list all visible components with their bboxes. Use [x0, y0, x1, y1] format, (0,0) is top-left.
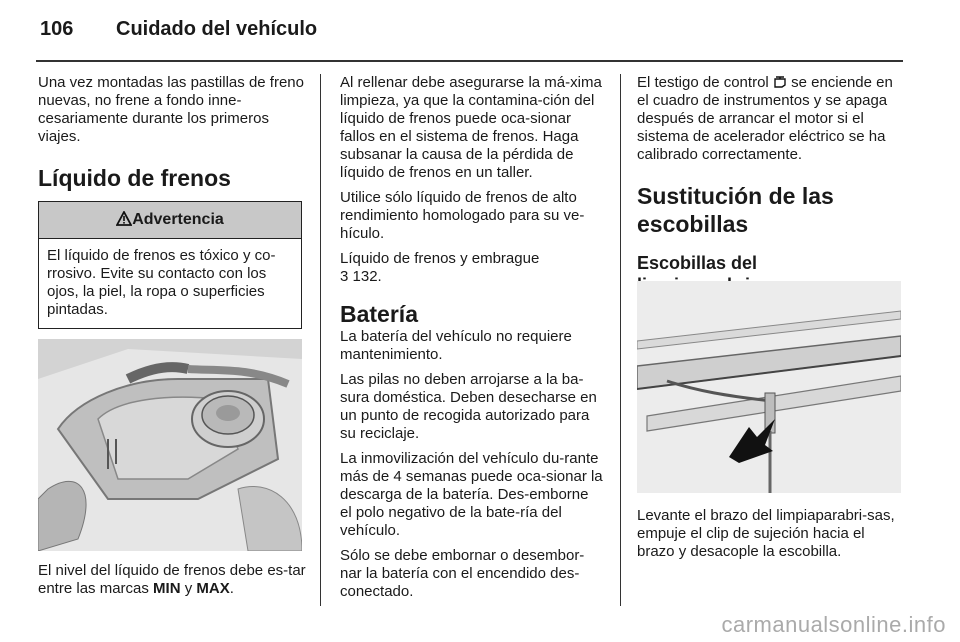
column-divider [320, 74, 321, 606]
warning-triangle-icon [116, 211, 132, 226]
cross-reference [340, 250, 603, 286]
warning-title: Advertencia [132, 211, 224, 228]
column-divider [620, 74, 621, 606]
section-heading-brake-fluid: Líquido de frenos [38, 165, 231, 191]
warning-header [39, 202, 301, 239]
caption-text: Levante el brazo del limpiaparabri-sas, empuje el clip de sujeción hacia el brazo y desacople la escobilla. [637, 507, 895, 560]
section-heading-battery: Batería [340, 301, 418, 327]
column-1 [38, 74, 306, 192]
caption-text: El nivel del líquido de frenos debe es-tar entre las marcas [38, 562, 306, 597]
page-reference: 3 132. [340, 268, 382, 285]
reservoir-caption [38, 562, 306, 605]
intro-paragraph: Una vez montadas las pastillas de freno nuevas, no frene a fondo inne-cesariamente durante los primeros viajes. [38, 74, 304, 145]
paragraph: Las pilas no deben arrojarse a la ba-sura doméstica. Deben desecharse en un punto de recogida autorizado para su reciclaje. [340, 371, 597, 442]
paragraph: Al rellenar debe asegurarse la má-xima limpieza, ya que la contamina-ción del líquido de frenos puede oca-sionar fallos en el sistema de frenos. Haga subsanar la causa de la pérdida de líquido de frenos en un taller. [340, 74, 602, 181]
warning-box [38, 201, 302, 329]
wiper-blade-illustration [637, 281, 901, 493]
brake-fluid-reservoir-illustration [38, 339, 302, 551]
chapter-title: Cuidado del vehículo [116, 18, 318, 40]
wiper-caption [637, 507, 901, 568]
paragraph: El testigo de control se enciende en el cuadro de instrumentos y se apaga después de arrancar el motor si el sistema de acelerador eléctrico se ha calibrado correctamente. [637, 74, 893, 163]
paragraph: La batería del vehículo no requiere mantenimiento. [340, 328, 572, 363]
column-2 [340, 74, 603, 608]
section-heading-wiper-blades: Sustitución de las escobillas [637, 183, 834, 237]
max-mark: MAX [196, 580, 230, 597]
subheading-wiper-blades: Escobillas del [637, 253, 758, 273]
paragraph: La inmovilización del vehículo du-rante más de 4 semanas puede oca-sionar la descarga de la batería. Des-emborne el polo negativo de la bate-ría del vehículo. [340, 450, 603, 539]
watermark: carmanualsonline.info [721, 612, 946, 637]
min-mark: MIN [153, 580, 181, 597]
paragraph: Sólo se debe embornar o desembor-nar la batería con el encendido des-conectado. [340, 547, 585, 600]
caption-end: . [229, 580, 234, 597]
caption-and: y [180, 580, 197, 597]
engine-control-icon [773, 76, 787, 88]
column-3 [637, 74, 901, 296]
reference-label: Líquido de frenos y embrague [340, 250, 540, 267]
page-number: 106 [40, 18, 74, 40]
warning-text: El líquido de frenos es tóxico y co-rrosivo. Evite su contacto con los ojos, la piel, la ropa o superficies pintadas. [47, 247, 276, 318]
paragraph: Utilice sólo líquido de frenos de alto rendimiento homologado para su ve-hículo. [340, 189, 585, 242]
header-rule [36, 60, 903, 62]
page-header [36, 18, 924, 50]
